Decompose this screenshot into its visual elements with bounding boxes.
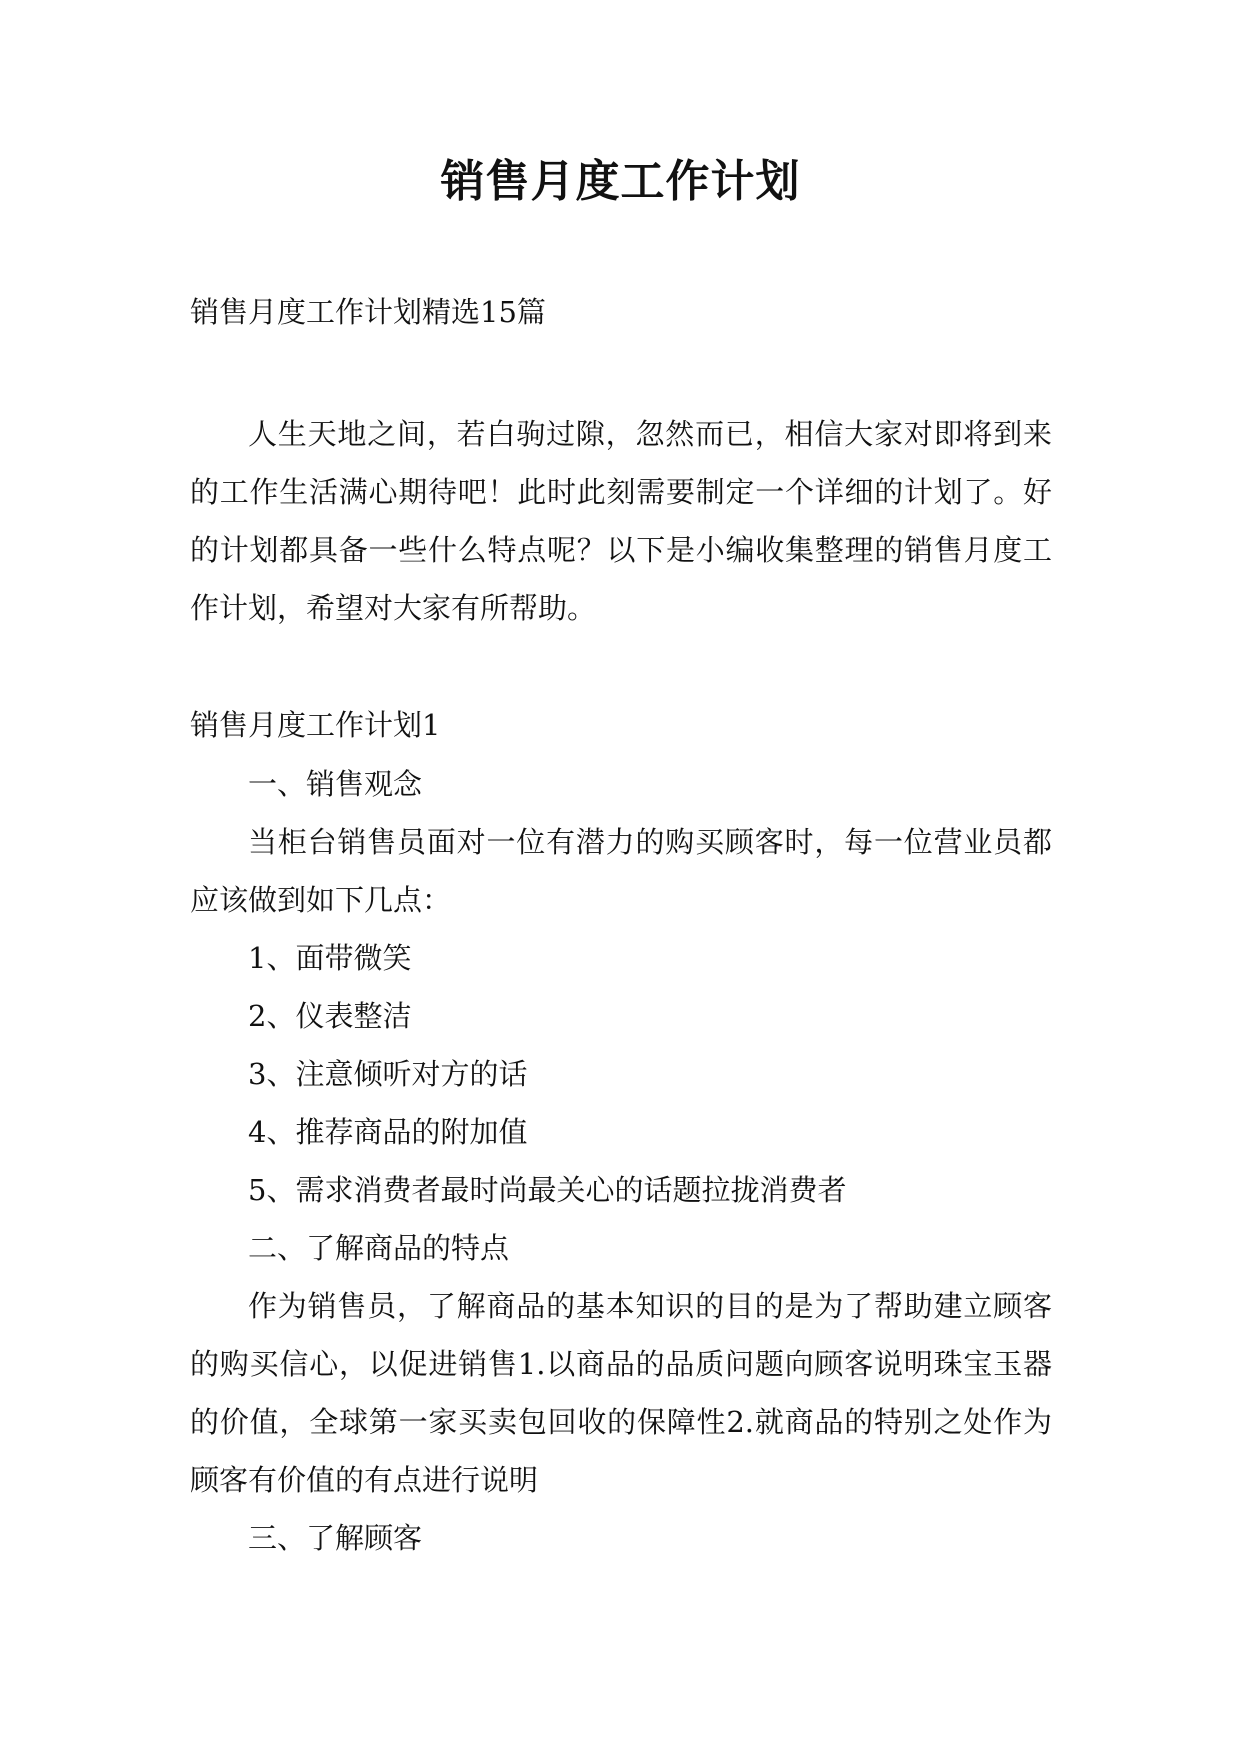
heading-know-customer: 三、了解顾客 — [248, 1521, 423, 1555]
list-item: 3、注意倾听对方的话 — [248, 1057, 528, 1091]
intro-paragraph: 人生天地之间，若白驹过隙，忽然而已，相信大家对即将到来的工作生活满心期待吧！此时此刻需要制定一个详细的计划了。好的计划都具备一些什么特点呢？以下是小编收集整理的销售月度工作计划，希望对大家有所帮助。 — [190, 417, 1052, 625]
body-paragraph: 作为销售员，了解商品的基本知识的目的是为了帮助建立顾客的购买信心，以促进销售1.以商品的品质问题向顾客说明珠宝玉器的价值，全球第一家买卖包回收的保障性2.就商品的特别之处作为顾客有价值的有点进行说明 — [190, 1289, 1052, 1497]
list-item: 4、推荐商品的附加值 — [248, 1115, 528, 1149]
heading-sales-concept: 一、销售观念 — [248, 767, 423, 801]
list-item: 1、面带微笑 — [248, 941, 412, 975]
body-paragraph: 当柜台销售员面对一位有潜力的购买顾客时，每一位营业员都应该做到如下几点： — [190, 825, 1052, 917]
document-title: 销售月度工作计划 — [440, 156, 801, 207]
section-content — [190, 755, 1052, 1567]
heading-product-features: 二、了解商品的特点 — [248, 1231, 510, 1265]
section-title: 销售月度工作计划1 — [190, 708, 441, 742]
list-item: 2、仪表整洁 — [248, 999, 412, 1033]
list-item: 5、需求消费者最时尚最关心的话题拉拢消费者 — [248, 1173, 847, 1207]
document-subtitle: 销售月度工作计划精选15篇 — [190, 295, 546, 329]
